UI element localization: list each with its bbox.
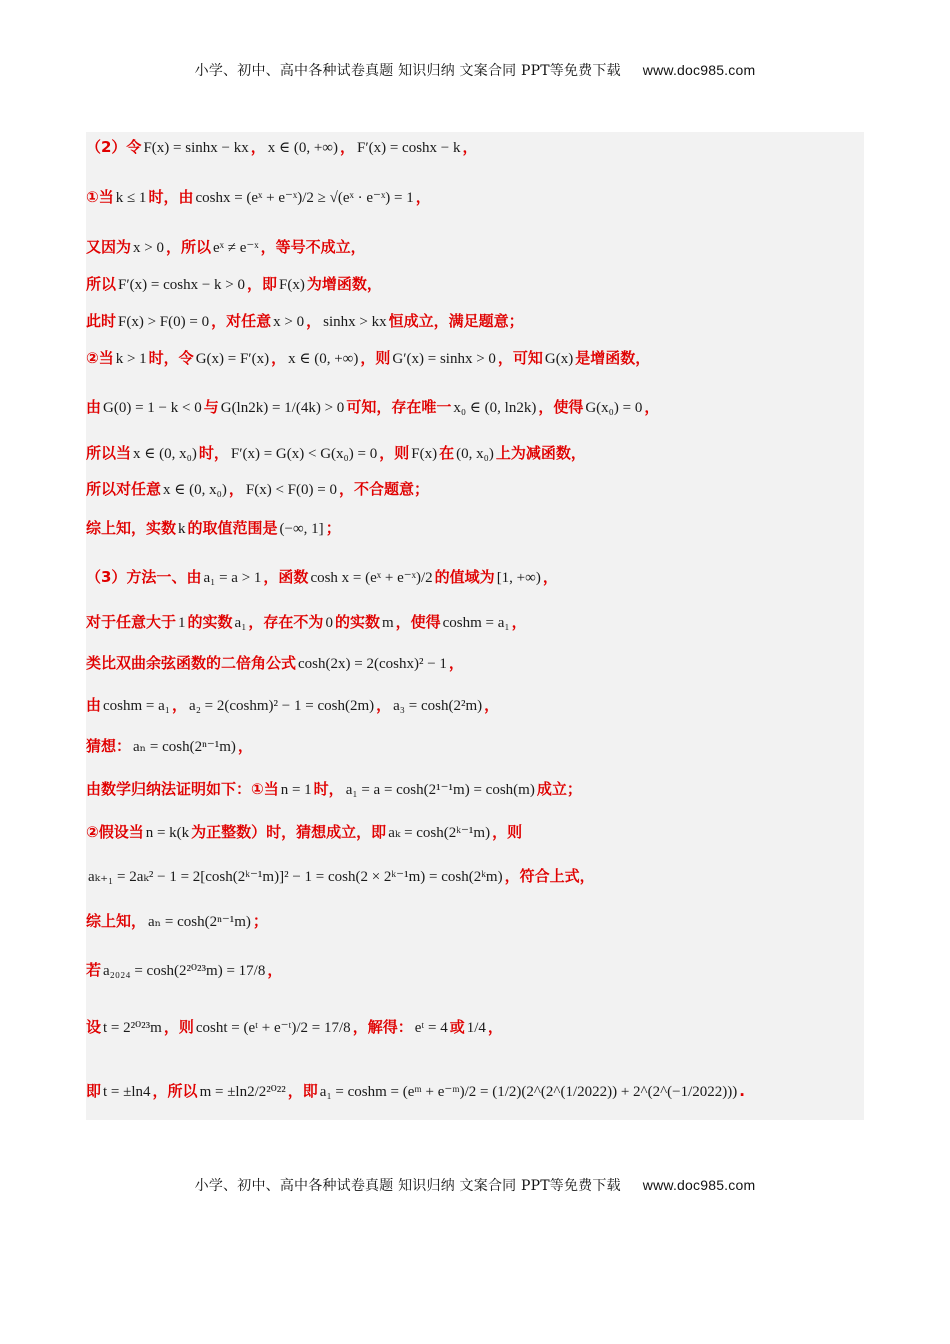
- line-text: ；: [252, 912, 268, 930]
- line-text: ，: [339, 138, 355, 156]
- math-expression: cosh(2x) = 2(coshx)² − 1: [298, 656, 447, 672]
- line-text: ，则: [492, 823, 523, 841]
- line-text: ，: [376, 696, 392, 714]
- line-text: ，则: [379, 444, 410, 462]
- line-text: ，: [228, 480, 244, 498]
- math-expression: 0: [325, 615, 333, 631]
- math-expression: m = ±ln2/2²⁰²²: [199, 1084, 286, 1100]
- math-expression: aₖ₊₁ = 2aₖ² − 1 = 2[cosh(2ᵏ⁻¹m)]² − 1 = cosh(2 × 2ᵏ⁻¹m) = cosh(2ᵏm): [88, 869, 503, 885]
- footer-site: www.doc985.com: [642, 1177, 756, 1193]
- page-header: [0, 60, 950, 80]
- solution-line: [86, 517, 864, 540]
- solution-line: [86, 652, 864, 675]
- math-expression: aₙ = cosh(2ⁿ⁻¹m): [133, 739, 236, 755]
- line-text: （3）方法一、由: [86, 568, 202, 586]
- line-text: ，对任意: [211, 312, 272, 330]
- line-text: ，: [237, 737, 253, 755]
- line-text: 可知，存在唯一: [346, 398, 452, 416]
- line-text: ，使得: [395, 613, 441, 631]
- line-text: 在: [439, 444, 455, 462]
- solution-line: [86, 136, 864, 159]
- line-text: ，即: [287, 1082, 318, 1100]
- math-expression: t = ±ln4: [103, 1084, 151, 1100]
- line-text: 由: [86, 696, 102, 714]
- line-text: ，可知: [497, 349, 543, 367]
- math-expression: coshm = a₁: [442, 615, 510, 631]
- math-expression: F(x): [411, 446, 438, 462]
- line-text: ，所以: [165, 238, 211, 256]
- math-expression: aₖ = cosh(2ᵏ⁻¹m): [388, 825, 491, 841]
- math-expression: cosh x = (eˣ + e⁻ˣ)/2: [310, 570, 433, 586]
- line-text: 综上知，: [86, 912, 147, 930]
- math-expression: a₂₀₂₄ = cosh(2²⁰²³m) = 17/8: [103, 963, 266, 979]
- line-text: 或: [449, 1018, 465, 1036]
- math-expression: F′(x) = coshx − k > 0: [118, 277, 246, 293]
- math-expression: 1/4: [466, 1020, 486, 1036]
- line-text: 的值域为: [434, 568, 495, 586]
- line-text: 的实数: [334, 613, 380, 631]
- page-footer: [0, 1175, 950, 1195]
- line-text: ，: [644, 398, 660, 416]
- math-expression: a₁ = a > 1: [203, 570, 262, 586]
- math-expression: cosht = (eᵗ + e⁻ᵗ)/2 = 17/8: [195, 1020, 351, 1036]
- math-expression: G(x₀) = 0: [585, 400, 643, 416]
- line-text: 又因为: [86, 238, 132, 256]
- line-text: ，: [484, 696, 500, 714]
- line-text: ，: [542, 568, 558, 586]
- math-expression: eᵗ = 4: [414, 1020, 448, 1036]
- line-text: ，函数: [263, 568, 309, 586]
- math-expression: G(ln2k) = 1/(4k) > 0: [220, 400, 345, 416]
- line-text: ②当: [86, 349, 114, 367]
- line-text: 此时: [86, 312, 117, 330]
- line-text: 成立；: [536, 780, 582, 798]
- line-text: ，符合上式，: [504, 867, 595, 885]
- math-expression: F(x) < F(0) = 0: [245, 482, 337, 498]
- solution-line: [86, 1016, 864, 1039]
- line-text: ，所以: [152, 1082, 198, 1100]
- line-text: 对于任意大于: [86, 613, 177, 631]
- solution-line: [86, 186, 864, 209]
- footer-text: 小学、初中、高中各种试卷真题 知识归纳 文案合同 PPT等免费下载: [194, 1178, 621, 1194]
- line-text: ，: [172, 696, 188, 714]
- math-expression: a₁ = a = cosh(2¹⁻¹m) = cosh(m): [345, 782, 535, 798]
- line-text: ，: [306, 312, 322, 330]
- line-text: 所以: [86, 275, 117, 293]
- solution-line: [86, 778, 864, 801]
- math-expression: a₁ = coshm = (eᵐ + e⁻ᵐ)/2 = (1/2)(2^(2^(1/2022)) + 2^(2^(−1/2022))): [319, 1084, 738, 1100]
- math-expression: G(0) = 1 − k < 0: [103, 400, 202, 416]
- line-text: 时，令: [148, 349, 194, 367]
- math-expression: G(x): [544, 351, 574, 367]
- math-expression: coshm = a₁: [103, 698, 171, 714]
- header-text: 小学、初中、高中各种试卷真题 知识归纳 文案合同 PPT等免费下载: [194, 63, 621, 79]
- line-text: 即: [86, 1082, 102, 1100]
- line-text: ，则: [360, 349, 391, 367]
- line-text: 设: [86, 1018, 102, 1036]
- line-text: ，: [267, 961, 283, 979]
- line-text: （2）令: [86, 138, 142, 156]
- math-expression: n = k(k: [145, 825, 190, 841]
- math-expression: aₙ = cosh(2ⁿ⁻¹m): [148, 914, 251, 930]
- math-expression: k > 1: [115, 351, 147, 367]
- line-text: ，等号不成立，: [260, 238, 366, 256]
- math-expression: x ∈ (0, +∞): [267, 140, 338, 156]
- solution-line: [86, 1080, 864, 1103]
- math-expression: a₃ = cosh(2²m): [393, 698, 483, 714]
- line-text: ，使得: [538, 398, 584, 416]
- line-text: ，解得：: [352, 1018, 413, 1036]
- math-expression: (0, x₀): [456, 446, 494, 462]
- solution-line: [86, 865, 864, 888]
- math-expression: a₁: [234, 615, 247, 631]
- solution-line: [86, 611, 864, 634]
- line-text: 所以对任意: [86, 480, 162, 498]
- solution-panel: [86, 132, 864, 1120]
- solution-line: [86, 347, 864, 370]
- math-expression: F(x) = sinhx − kx: [143, 140, 249, 156]
- line-text: 上为减函数，: [495, 444, 586, 462]
- math-expression: x ∈ (0, x₀): [163, 482, 227, 498]
- line-text: 时，由: [148, 188, 194, 206]
- line-text: 所以当: [86, 444, 132, 462]
- solution-line: [86, 566, 864, 589]
- line-text: 为增函数，: [306, 275, 382, 293]
- line-text: ，: [250, 138, 266, 156]
- math-expression: t = 2²⁰²³m: [103, 1020, 162, 1036]
- solution-line: [86, 396, 864, 419]
- solution-line: [86, 910, 864, 933]
- math-expression: 1: [178, 615, 186, 631]
- line-text: ，: [271, 349, 287, 367]
- math-expression: (−∞, 1]: [279, 521, 324, 537]
- math-expression: a₂ = 2(coshm)² − 1 = cosh(2m): [189, 698, 375, 714]
- math-expression: k ≤ 1: [115, 190, 147, 206]
- math-expression: x ∈ (0, x₀): [133, 446, 197, 462]
- math-expression: n = 1: [280, 782, 312, 798]
- math-expression: eˣ ≠ e⁻ˣ: [213, 240, 259, 256]
- math-expression: F′(x) = coshx − k: [356, 140, 461, 156]
- line-text: 是增函数，: [575, 349, 651, 367]
- line-text: 综上知，实数: [86, 519, 177, 537]
- solution-line: [86, 310, 864, 333]
- line-text: 的取值范围是: [187, 519, 278, 537]
- line-text: ，存在不为: [248, 613, 324, 631]
- math-expression: [1, +∞): [496, 570, 541, 586]
- line-text: ②假设当: [86, 823, 144, 841]
- line-text: 的实数: [187, 613, 233, 631]
- math-expression: G(x) = F′(x): [195, 351, 270, 367]
- solution-line: [86, 821, 864, 844]
- math-expression: sinhx > kx: [323, 314, 387, 330]
- line-text: ，: [487, 1018, 503, 1036]
- math-expression: x ∈ (0, +∞): [288, 351, 359, 367]
- solution-line: [86, 273, 864, 296]
- solution-line: [86, 735, 864, 758]
- line-text: 恒成立，满足题意；: [388, 312, 524, 330]
- line-text: 时，: [198, 444, 229, 462]
- line-text: ，: [415, 188, 431, 206]
- line-text: ，则: [163, 1018, 194, 1036]
- solution-line: [86, 694, 864, 717]
- line-text: 由数学归纳法证明如下：①当: [86, 780, 279, 798]
- solution-line: [86, 442, 864, 465]
- line-text: 与: [203, 398, 219, 416]
- math-expression: x > 0: [273, 314, 305, 330]
- line-text: 时，: [313, 780, 344, 798]
- header-site: www.doc985.com: [642, 62, 756, 78]
- line-text: .: [739, 1082, 745, 1100]
- math-expression: G′(x) = sinhx > 0: [392, 351, 496, 367]
- math-expression: F(x) > F(0) = 0: [118, 314, 210, 330]
- line-text: 由: [86, 398, 102, 416]
- math-expression: x₀ ∈ (0, ln2k): [453, 400, 537, 416]
- line-text: ，: [462, 138, 478, 156]
- solution-line: [86, 959, 864, 982]
- line-text: 猜想：: [86, 737, 132, 755]
- math-expression: F(x): [279, 277, 305, 293]
- line-text: ，不合题意；: [338, 480, 429, 498]
- math-expression: k: [178, 521, 186, 537]
- line-text: ；: [325, 519, 341, 537]
- solution-line: [86, 236, 864, 259]
- math-expression: x > 0: [133, 240, 164, 256]
- line-text: ，: [511, 613, 527, 631]
- line-text: ，: [448, 654, 464, 672]
- line-text: 为正整数）时，猜想成立，即: [191, 823, 387, 841]
- line-text: ，即: [247, 275, 278, 293]
- math-expression: F′(x) = G(x) < G(x₀) = 0: [230, 446, 378, 462]
- line-text: 若: [86, 961, 102, 979]
- line-text: 类比双曲余弦函数的二倍角公式: [86, 654, 297, 672]
- solution-line: [86, 478, 864, 501]
- math-expression: m: [381, 615, 394, 631]
- line-text: ①当: [86, 188, 114, 206]
- math-expression: coshx = (eˣ + e⁻ˣ)/2 ≥ √(eˣ · e⁻ˣ) = 1: [195, 190, 414, 206]
